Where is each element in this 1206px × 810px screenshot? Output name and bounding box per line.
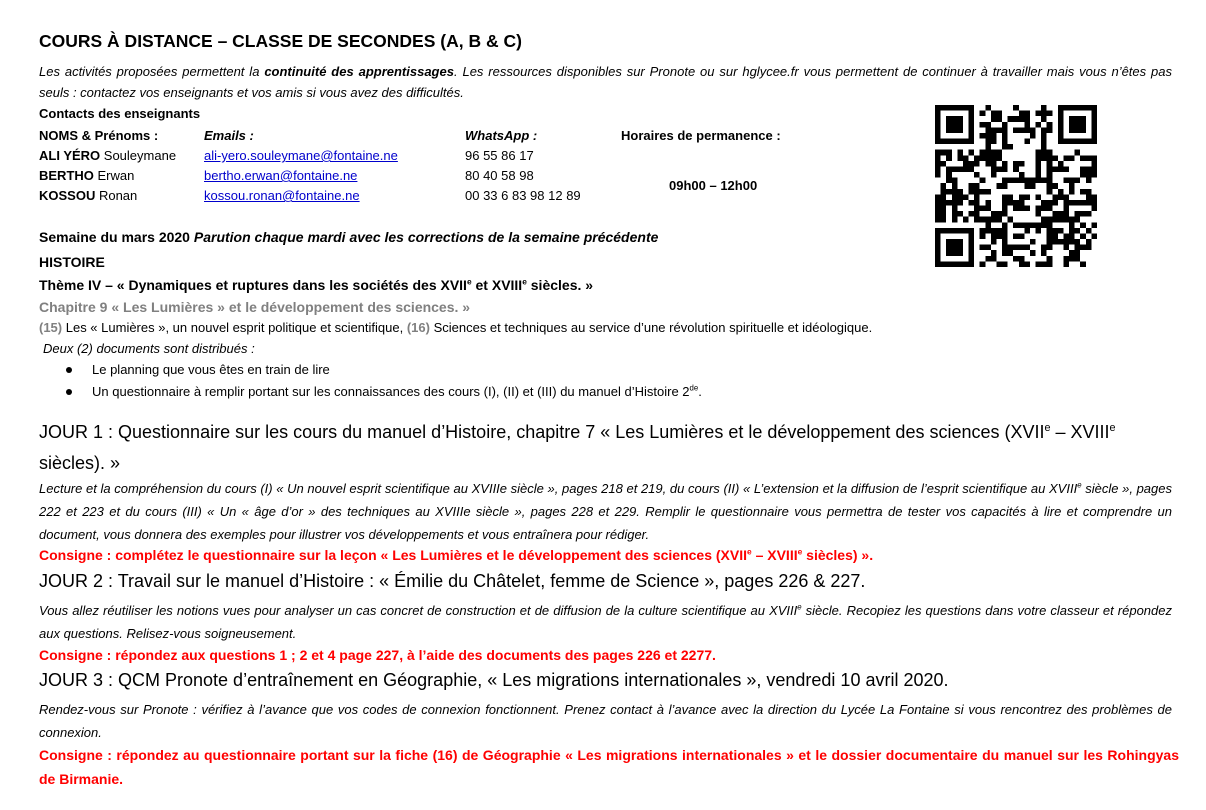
intro-emphasis: continuité des apprentissages (264, 64, 454, 79)
jour1-title-c: siècles). » (39, 453, 121, 473)
jour2-text-a: Vous allez réutiliser les notions vues pour analyser un cas concret de construction et de diffusion de la culture scientifique au XVIII (39, 603, 798, 618)
section-histoire: HISTOIRE (39, 254, 105, 270)
jour2-title: JOUR 2 : Travail sur le manuel d’Histoire : « Émilie du Châtelet, femme de Science », pages 226 & 227. (39, 571, 866, 591)
office-hours: 09h00 – 12h00 (669, 178, 758, 193)
theme-sup: e (522, 276, 527, 287)
teacher-first-name: Souleymane (100, 148, 177, 163)
consigne-c: siècles) ». (802, 547, 874, 563)
page-title: COURS À DISTANCE – CLASSE DE SECONDES (A, B & C) (39, 31, 522, 51)
jour3-description: Rendez-vous sur Pronote : vérifiez à l’avance que vos codes de connexion fonctionnent. Prenez contact à l’avance avec la direction du Lycée La Fontaine si vous rencontrez des problèmes de connexion. (39, 702, 1172, 740)
teacher-last-name: ALI YÉRO (39, 148, 101, 163)
theme-text-b: et XVIII (471, 277, 523, 293)
jour1-text-a: Lecture et la compréhension du cours (I) « Un nouvel esprit scientifique au XVIIIe siècle », pages 218 et 219, du cours (II) « L’extension et la diffusion de l’esprit scientifique au XVIII (39, 481, 1078, 496)
consigne-sup: e (747, 546, 752, 557)
consigne-b: – XVIII (751, 547, 798, 563)
jour1-title-b: – XVIII (1050, 422, 1110, 442)
week-note: Parution chaque mardi avec les corrections de la semaine précédente (193, 229, 659, 245)
lesson-title: Sciences et techniques au service d’une révolution spirituelle et idéologique. (429, 320, 873, 335)
lesson-number: (15) (39, 320, 63, 335)
jour1-consigne (39, 547, 873, 563)
week-line (39, 229, 658, 245)
col-emails-header: Emails : (204, 128, 254, 143)
table-row (39, 148, 839, 168)
lesson-title: Les « Lumières », un nouvel esprit politique et scientifique, (62, 320, 407, 335)
teacher-email[interactable] (204, 168, 357, 183)
lessons-line (39, 320, 872, 335)
teacher-first-name: Ronan (95, 188, 138, 203)
jour1-title (39, 417, 1179, 479)
teacher-last-name: KOSSOU (39, 188, 96, 203)
email-link[interactable]: bertho.erwan@fontaine.ne (204, 168, 358, 183)
jour1-text-b: siècle », pages 222 et 223 et du cours (III) « Un « âge d’or » des techniques au XVIIIe siècle », pages 228 et 229. Remplir le questionnaire vous permettra de tester vos capacités à lire et comprendre un document, vous donnera des exemples pour illustrer vos développements et vous entraînera pour rédiger. (39, 481, 1172, 542)
teacher-email[interactable] (204, 148, 398, 163)
teacher-phone: 80 40 58 98 (465, 168, 534, 183)
jour1-sup: e (1044, 422, 1051, 434)
contacts-heading: Contacts des enseignants (39, 106, 201, 121)
bullet-text: Un questionnaire à remplir portant sur les connaissances des cours (I), (II) et (III) du manuel d’Histoire 2de. (92, 383, 702, 399)
jour1-text-sup: e (1077, 480, 1082, 490)
theme-text-c: siècles. » (526, 277, 594, 293)
bullet-text-main: Un questionnaire à remplir portant sur les connaissances des cours (I), (II) et (III) du manuel d’Histoire 2 (92, 384, 690, 399)
consigne-a: Consigne : complétez le questionnaire sur la leçon « Les Lumières et le développement des sciences (XVII (39, 547, 748, 563)
jour2-text-sup: e (797, 602, 802, 612)
bullet-text: Le planning que vous êtes en train de lire (92, 362, 330, 377)
intro-text-c: . Les ressources disponibles sur Pronote ou sur hglycee.fr vous permettent de continuer à travailler mais vous n’êtes pas seuls : contactez vos enseignants et vos amis si vous avez des difficultés. (39, 64, 1172, 100)
week-label: Semaine du mars 2020 (39, 229, 194, 245)
teacher-last-name: BERTHO (39, 168, 94, 183)
jour3-title: JOUR 3 : QCM Pronote d’entraînement en Géographie, « Les migrations internationales », vendredi 10 avril 2020. (39, 670, 949, 690)
col-whatsapp-header: WhatsApp : (465, 128, 538, 143)
table-header-row (39, 128, 839, 148)
col-hours-header: Horaires de permanence : (621, 128, 781, 143)
teacher-first-name: Erwan (93, 168, 135, 183)
email-link[interactable]: kossou.ronan@fontaine.ne (204, 188, 360, 203)
consigne-sup: e (797, 546, 803, 557)
teacher-phone: 96 55 86 17 (465, 148, 534, 163)
teacher-name (39, 148, 176, 163)
theme-sup: e (466, 276, 472, 287)
documents-intro: Deux (2) documents sont distribués : (43, 341, 255, 356)
jour1-description (39, 477, 1172, 546)
bullet-icon (66, 389, 72, 395)
qr-code-icon[interactable] (935, 105, 1097, 267)
chapter-heading: Chapitre 9 « Les Lumières » et le développement des sciences. » (39, 299, 471, 315)
jour2-consigne: Consigne : répondez aux questions 1 ; 2 et 4 page 227, à l’aide des documents des pages 226 et 2277. (39, 647, 716, 663)
email-link[interactable]: ali-yero.souleymane@fontaine.ne (204, 148, 398, 163)
teacher-name (39, 168, 134, 183)
theme-text-a: Thème IV – « Dynamiques et ruptures dans les sociétés des XVII (39, 277, 467, 293)
teacher-name (39, 188, 137, 203)
intro-text-a: Les activités proposées permettent la (39, 64, 265, 79)
lesson-number: (16) (406, 320, 430, 335)
col-names-header: NOMS & Prénoms : (39, 128, 159, 143)
intro-paragraph (39, 61, 1172, 103)
jour3-consigne: Consigne : répondez au questionnaire portant sur la fiche (16) de Géographie « Les migrations internationales » et le dossier documentaire du manuel sur les Rohingyas de Birmanie. (39, 747, 1179, 787)
teacher-phone: 00 33 6 83 98 12 89 (465, 188, 581, 203)
bullet-sup: de (689, 383, 699, 393)
jour2-description (39, 599, 1172, 645)
jour1-sup: e (1109, 422, 1116, 434)
jour2-text-b: siècle. Recopiez les questions dans votre classeur et répondez aux questions. Relisez-vous soigneusement. (39, 603, 1172, 641)
teacher-email[interactable] (204, 188, 360, 203)
bullet-icon (66, 367, 72, 373)
jour1-title-a: JOUR 1 : Questionnaire sur les cours du manuel d’Histoire, chapitre 7 « Les Lumières et le développement des sciences (XVII (39, 422, 1045, 442)
theme-heading (39, 277, 593, 293)
